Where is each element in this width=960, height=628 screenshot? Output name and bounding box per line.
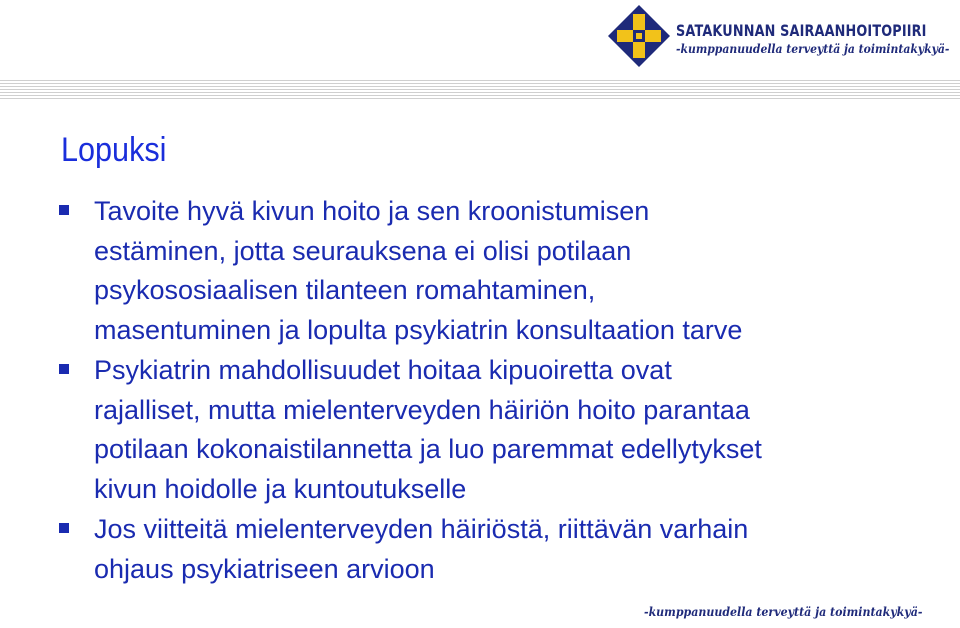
bullet-item xyxy=(58,351,938,509)
bullet-list xyxy=(58,192,938,590)
square-bullet-icon xyxy=(59,364,69,374)
slide-title: Lopuksi xyxy=(61,131,167,169)
square-bullet-icon xyxy=(59,523,69,533)
bullet-item xyxy=(58,510,938,589)
bullet-text: Jos viitteitä mielenterveyden häiriöstä, riittävän varhain ohjaus psykiatriseen arvioon xyxy=(94,514,749,584)
footer-tagline: -kumppanuudella terveyttä ja toimintakykyä- xyxy=(644,604,923,619)
header-tagline: -kumppanuudella terveyttä ja toimintakykyä- xyxy=(676,42,950,56)
cross-in-diamond-logo-icon xyxy=(607,4,671,68)
bullet-item xyxy=(58,192,938,350)
organization-name: SATAKUNNAN SAIRAANHOITOPIIRI xyxy=(676,21,927,40)
square-bullet-icon xyxy=(59,205,69,215)
bullet-text: Psykiatrin mahdollisuudet hoitaa kipuoiretta ovat rajalliset, mutta mielenterveyden häiriön hoito parantaa potilaan kokonaistilannetta ja luo paremmat edellytykset kivun hoidolle ja kuntoutukselle xyxy=(94,355,762,504)
bullet-text: Tavoite hyvä kivun hoito ja sen kroonistumisen estäminen, jotta seurauksena ei olisi potilaan psykososiaalisen tilanteen romahtaminen, masentuminen ja lopulta psykiatrin konsultaation tarve xyxy=(94,196,743,345)
header-divider-stripes xyxy=(0,80,960,101)
